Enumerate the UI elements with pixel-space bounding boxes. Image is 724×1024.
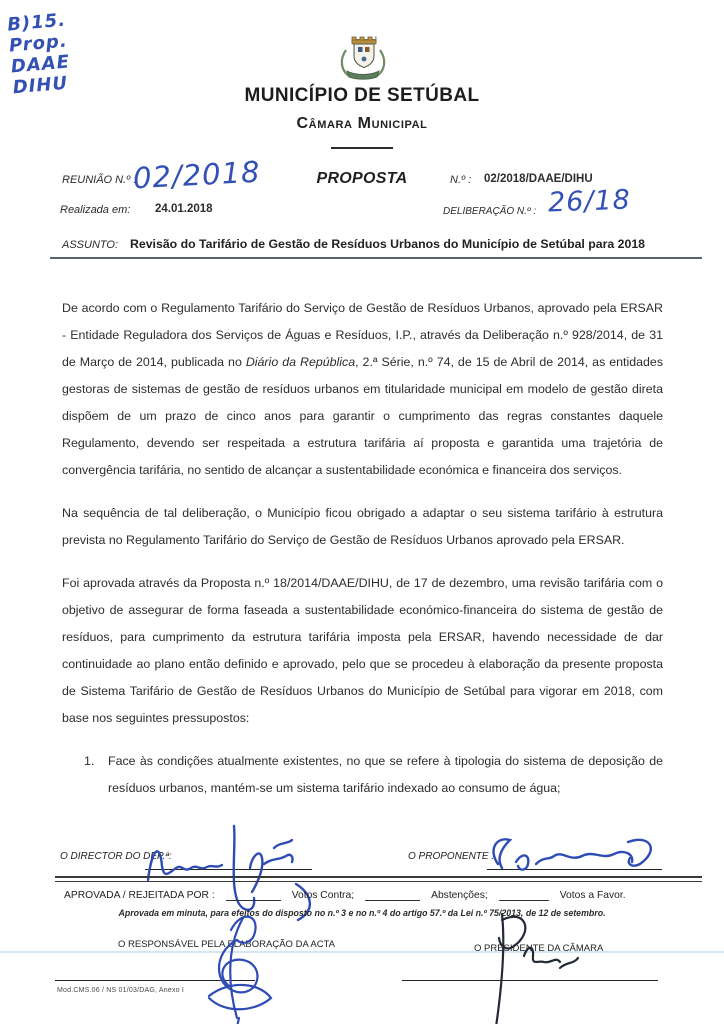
- votos-contra-label: Votos Contra;: [291, 890, 355, 901]
- assunto-value: Revisão do Tarifário de Gestão de Resíduos Urbanos do Município de Setúbal para 2018: [130, 237, 645, 251]
- corner-note-line: DIHU: [11, 72, 69, 99]
- presidente-label: O PRESIDENTE DA CÂMARA: [474, 943, 604, 954]
- abstencoes-blank: [365, 889, 420, 901]
- assunto-underline-rule: [50, 257, 702, 259]
- reuniao-label: REUNIÃO N.º :: [62, 174, 137, 186]
- scan-artifact-line: [0, 951, 724, 953]
- body-paragraph: Na sequência de tal deliberação, o Município ficou obrigado a adaptar o seu sistema tarifário à estrutura prevista no Regulamento Tarifário do Serviço de Gestão de Resíduos Urbanos aprovado pela ERSAR.: [62, 506, 663, 547]
- corner-note-line: DAAE: [10, 51, 71, 78]
- document-body: [62, 295, 663, 802]
- votos-favor-blank: [499, 889, 549, 901]
- reuniao-number-handwritten: 02/2018: [132, 154, 262, 196]
- responsavel-signature: [185, 900, 295, 1024]
- municipality-title: MUNICÍPIO DE SETÚBAL: [244, 85, 480, 106]
- numbered-list-item: 1. Face às condições atualmente existentes, no que se refere à tipologia do sistema de deposição de resíduos urbanos, mantém-se um sistema tarifário indexado ao consumo de água;: [84, 754, 663, 795]
- responsavel-label: O RESPONSÁVEL PELA ELABORAÇÃO DA ACTA: [118, 939, 335, 950]
- proposta-title: PROPOSTA: [316, 170, 408, 187]
- director-label: O DIRECTOR DO DEP.ª:: [60, 851, 172, 862]
- realizada-em-label: Realizada em:: [60, 204, 131, 216]
- proposta-number-label: N.º :: [450, 174, 472, 186]
- document-model-reference: Mod.CMS.06 / NS 01/03/DAG, Anexo I: [57, 987, 185, 994]
- body-paragraph: Foi aprovada através da Proposta n.º 18/2014/DAAE/DIHU, de 17 de dezembro, uma revisão tarifária com o objetivo de assegurar de forma faseada a sustentabilidade económico-financeira do sistema de gestão de resíduos, para cumprimento da estrutura tarifária imposta pela ERSAR, havendo necessidade de dar continuidade ao plano então definido e aprovado, pelo que se procedeu à elaboração da presente proposta de Sistema Tarifário de Gestão de Resíduos Urbanos do Município de Setúbal para vigorar em 2018, com base nos seguintes pressupostos:: [62, 576, 663, 725]
- municipal-coat-of-arms-icon: [336, 30, 390, 84]
- votos-favor-label: Votos a Favor.: [559, 890, 626, 901]
- approval-votes-row: [64, 889, 664, 901]
- proposta-number-value: 02/2018/DAAE/DIHU: [484, 173, 593, 185]
- realizada-em-value: 24.01.2018: [155, 203, 213, 215]
- aprovada-rejeitada-label: APROVADA / REJEITADA POR :: [64, 890, 215, 901]
- approval-double-rule: [55, 876, 702, 882]
- minuta-note: Aprovada em minuta, para efeitos do disposto no n.º 3 e no n.º 4 do artigo 57.º da Lei n.º 75/2013, de 12 de setembro.: [118, 908, 606, 918]
- corner-note-line: B)15.: [6, 9, 67, 36]
- header-divider: [331, 147, 393, 149]
- deliberacao-label: DELIBERAÇÃO N.º :: [443, 206, 537, 217]
- body-paragraph: De acordo com o Regulamento Tarifário do Serviço de Gestão de Resíduos Urbanos, aprovado pela ERSAR - Entidade Reguladora dos Serviços de Águas e Resíduos, I.P., através da Deliberação n.º 928/2014, de 31 de Março de 2014, publicada no Diário da República, 2.ª Série, n.º 74, de 15 de Abril de 2014, as entidades gestoras de sistemas de gestão de resíduos urbanos em titularidade municipal em modelo de gestão direta dispõem de um prazo de cinco anos para garantir o cumprimento das regras constantes daquele Regulamento, devendo ser respeitada a estrutura tarifária aí proposta e garantida uma trajetória de convergência tarifária, no sentido de alcançar a sustentabilidade económica e financeira dos serviços.: [62, 301, 664, 477]
- presidente-signature: [468, 902, 598, 1024]
- corner-note-line: Prop.: [8, 30, 69, 57]
- proponente-label: O PROPONENTE :: [408, 851, 495, 862]
- abstencoes-label: Abstenções;: [431, 890, 488, 901]
- deliberacao-number-handwritten: 26/18: [547, 184, 632, 219]
- assunto-label: ASSUNTO:: [62, 239, 119, 251]
- department-title: Câmara Municipal: [296, 115, 428, 132]
